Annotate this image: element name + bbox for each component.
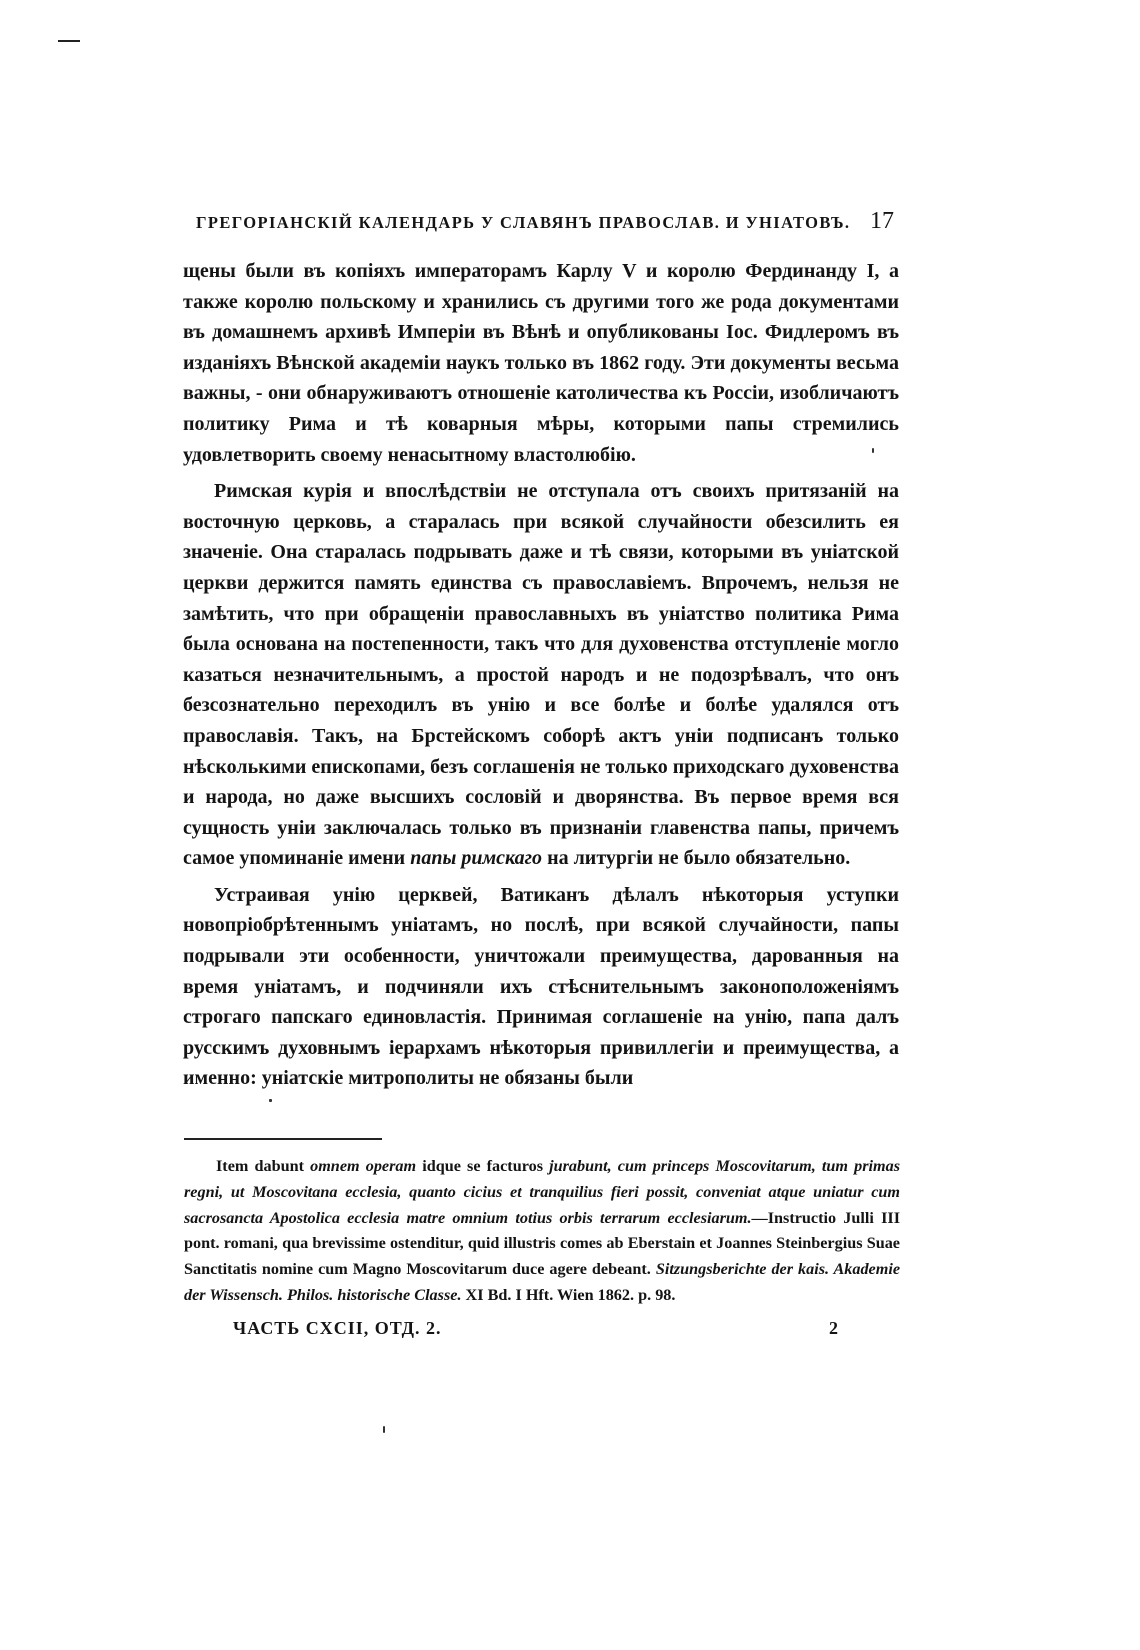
paragraph-2 xyxy=(183,476,899,874)
footnote-text: idque se facturos xyxy=(416,1157,550,1175)
paragraph-text: Устраивая унію церквей, Ватиканъ дѣлалъ нѣкоторыя уступки новопріобрѣтеннымъ уніатамъ, но послѣ, при всякой случайности, папы подрывали эти особенности, уничтожали преимущества, дарованныя на время уніатамъ, и подчиняли ихъ стѣснительнымъ законоположеніямъ строгаго папскаго единовластія. Принимая соглашеніе на унію, папа далъ русскимъ духовнымъ іерархамъ нѣкоторыя привиллегіи и преимущества, а именно: уніатскіе митрополиты не обязаны были xyxy=(183,883,899,1090)
paragraph-text: щены были въ копіяхъ императорамъ Карлу V и королю Фердинанду I, а также королю польскому и хранились съ другими того же рода документами въ домашнемъ архивѣ Имперіи въ Вѣнѣ и опубликованы Іос. Фидлеромъ въ изданіяхъ Вѣнской академіи наукъ только въ 1862 году. Эти документы весьма важны, - они обнаруживаютъ отношеніе католичества къ Россіи, изобличаютъ политику Рима и тѣ коварныя мѣры, которыми папы стремились удовлетворить своему ненасытному властолюбію. xyxy=(183,260,899,466)
footnote xyxy=(184,1154,900,1309)
page-number: 17 xyxy=(870,208,894,234)
printer-signature xyxy=(233,1318,839,1339)
signature-part: ЧАСТЬ CXCII, ОТД. 2. xyxy=(233,1318,442,1338)
footnote-text: XI Bd. I Hft. Wien 1862. p. 98. xyxy=(461,1285,676,1304)
paragraph-text: Римская курія и впослѣдствіи не отступала отъ своихъ притязаній на восточную церковь, а старалась при всякой случайности обезсилить ея значеніе. Она старалась подрывать даже и тѣ связи, которыми въ уніатской церкви держится память единства съ православіемъ. Впрочемъ, нельзя не замѣтить, что при обращеніи православныхъ въ уніатство политика Рима была основана на постепенности, такъ что для духовенства отступленіе могло казаться незначительнымъ, а простой народъ и не подозрѣвалъ, что онъ безсознательно переходилъ въ унію и все болѣе и болѣе удалялся отъ православія. Такъ, на Брстейскомъ соборѣ актъ уніи подписанъ только нѣсколькими епископами, безъ соглашенія не только приходскаго духовенства и народа, но даже высшихъ сословій и дворянства. Въ первое время вся сущность уніи заключалась только въ признаніи главенства папы, причемъ самое упоминаніе имени xyxy=(183,480,899,870)
footnote-text: Item dabunt xyxy=(216,1157,311,1175)
italic-phrase: папы римскаго xyxy=(410,847,543,870)
running-title: ГРЕГОРІАНСКІЙ КАЛЕНДАРЬ У СЛАВЯНЪ ПРАВОСЛАВ. И УНІАТОВЪ. xyxy=(196,213,851,232)
signature-sheet: 2 xyxy=(829,1318,839,1338)
footnote-text: —Instructio Julli III pont. romani, qua brevissime ostenditur, quid illustris comes ab Eberstain et Joannes Steinbergius Suae Sanctitatis nomine cum Magno Moscovitarum duce agere debeant. xyxy=(184,1208,900,1279)
scan-speck xyxy=(269,1099,272,1102)
paragraph-3 xyxy=(183,880,899,1094)
scan-speck xyxy=(872,448,874,453)
paragraph-1 xyxy=(183,256,899,470)
footnote-italic: omnem operam xyxy=(310,1157,417,1175)
scan-speck xyxy=(383,1426,385,1433)
running-head xyxy=(196,208,894,235)
footnote-rule xyxy=(184,1138,382,1140)
footnote-italic: jurabunt, cum princeps Moscovitarum, tum primas regni, ut Moscovitana ecclesia, quanto cicius et tranquilius fieri possit, conveniat atque uniatur cum sacrosancta Apostolica ecclesia matre omnium totius orbis terrarum ecclesiarum. xyxy=(184,1157,900,1227)
main-text xyxy=(183,256,899,1100)
paragraph-text-end: на литургіи не было обязательно. xyxy=(542,847,851,870)
footnote-italic: Sitzungsberichte der kais. Akademie der Wissensch. Philos. historische Classe. xyxy=(184,1260,901,1304)
corner-mark xyxy=(58,40,80,42)
